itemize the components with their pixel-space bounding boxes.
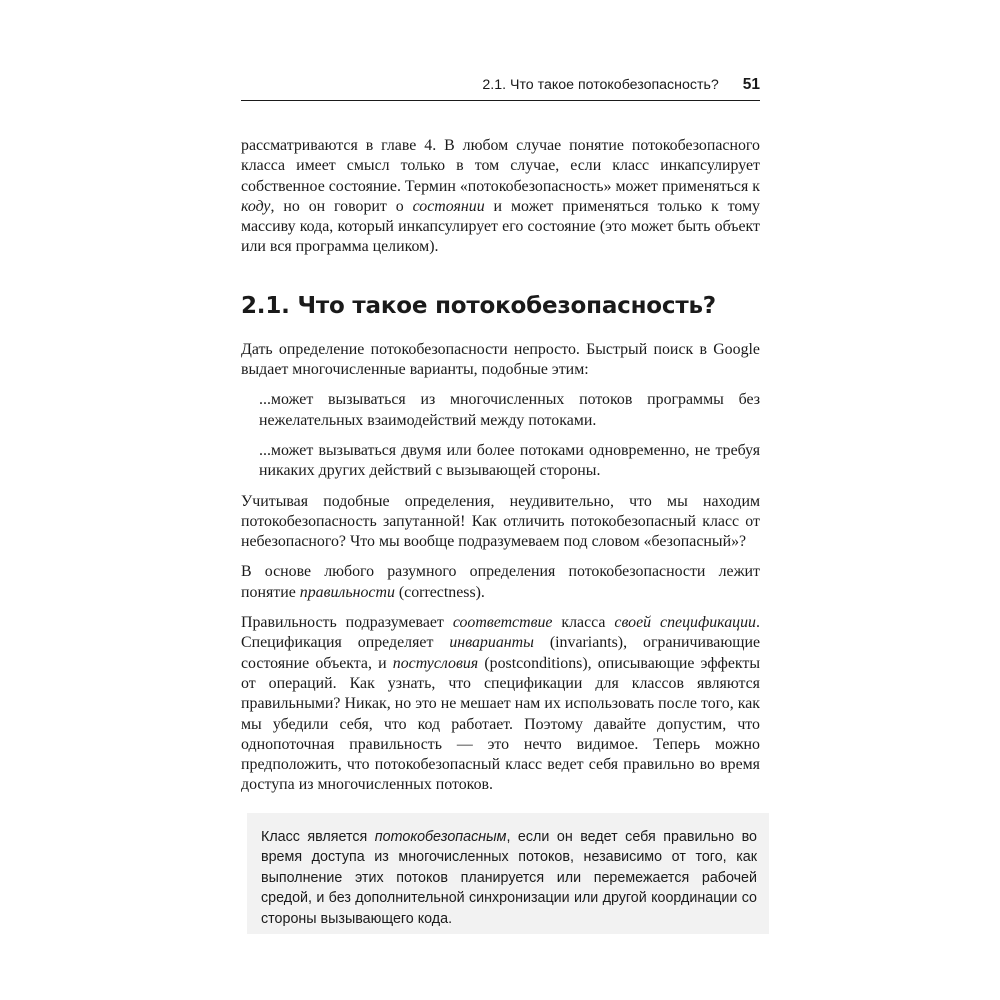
section-paragraph-1: Дать определение потокобезопасности непросто. Быстрый поиск в Google выдает многочисленные варианты, подобные этим:: [241, 340, 760, 379]
p4-text-5: (postconditions), описывающие эффекты от операций. Как узнать, что спецификации для классов являются правильными? Никак, но это не мешает нам их использовать после того, как мы убедили себя, что код работает. Поэтому давайте допустим, что однопоточная правильность — это нечто видимое. Теперь можно предположить, что потокобезопасный класс ведет себя правильно во время доступа из многочисленных потоков.: [241, 654, 761, 794]
definition-text-1: Класс является: [261, 829, 375, 845]
p4-emphasis-conformance: соответствие: [452, 614, 553, 632]
section-paragraph-2: Учитывая подобные определения, неудивительно, что мы находим потокобезопасность запутанной! Как отличить потокобезопасный класс от небезопасного? Что мы вообще подразумеваем под словом «безопасный»?: [241, 492, 760, 551]
book-page: [241, 76, 761, 794]
quote-1: ...может вызываться из многочисленных потоков программы без нежелательных взаимодействий между потоками.: [259, 391, 760, 429]
section-paragraph-4: [241, 613, 760, 796]
intro-emphasis-state: состоянии: [412, 197, 485, 215]
intro-paragraph: [241, 136, 760, 258]
definition-box: [247, 813, 769, 934]
p3-text-2: (correctness).: [394, 583, 485, 601]
intro-emphasis-code: коду: [241, 197, 271, 215]
page-number: 51: [742, 76, 760, 93]
p4-text-4: (invariants), ограничивающие состояние объекта, и: [241, 634, 761, 672]
p3-text-1: В основе любого разумного определения потокобезопасности лежит понятие: [241, 563, 760, 601]
quote-2: ...может вызываться двумя или более потоками одновременно, не требуя никаких других действий с вызывающей стороны.: [259, 441, 760, 480]
p4-emphasis-invariants: инварианты: [449, 634, 534, 652]
definition-emphasis-threadsafe: потокобезопасным: [374, 829, 507, 845]
p3-emphasis-correctness: правильности: [299, 583, 395, 601]
p4-emphasis-postconditions: постусловия: [392, 654, 479, 672]
p4-text-3: . Спецификация определяет: [241, 614, 760, 652]
definition-text-2: , если он ведет себя правильно во время доступа из многочисленных потоков, независимо от того, как выполнение этих потоков планируется или перемежается рабочей средой, и без дополнительной синхронизации или другой координации со стороны вызывающего кода.: [261, 829, 757, 927]
intro-text-1: рассматриваются в главе 4. В любом случае понятие потокобезопасного класса имеет смысл только в том случае, если класс инкапсулирует собственное состояние. Термин «потокобезопасность» может применяться к: [241, 137, 760, 195]
p4-text-1: Правильность подразумевает: [241, 614, 453, 632]
running-header: [241, 76, 760, 101]
intro-text-2: , но он говорит о: [270, 197, 413, 215]
running-header-title: 2.1. Что такое потокобезопасность?: [482, 77, 719, 93]
section-paragraph-3: [241, 562, 760, 603]
page-body: [241, 136, 760, 796]
intro-text-3: и может применяться только к тому массиву кода, который инкапсулирует его состояние (это может быть объект или вся программа целиком).: [241, 197, 760, 256]
p4-emphasis-specification: своей спецификации: [614, 614, 757, 632]
p4-text-2: класса: [552, 614, 615, 632]
definition-text: [261, 827, 757, 929]
section-heading: 2.1. Что такое потокобезопасность?: [241, 292, 716, 319]
